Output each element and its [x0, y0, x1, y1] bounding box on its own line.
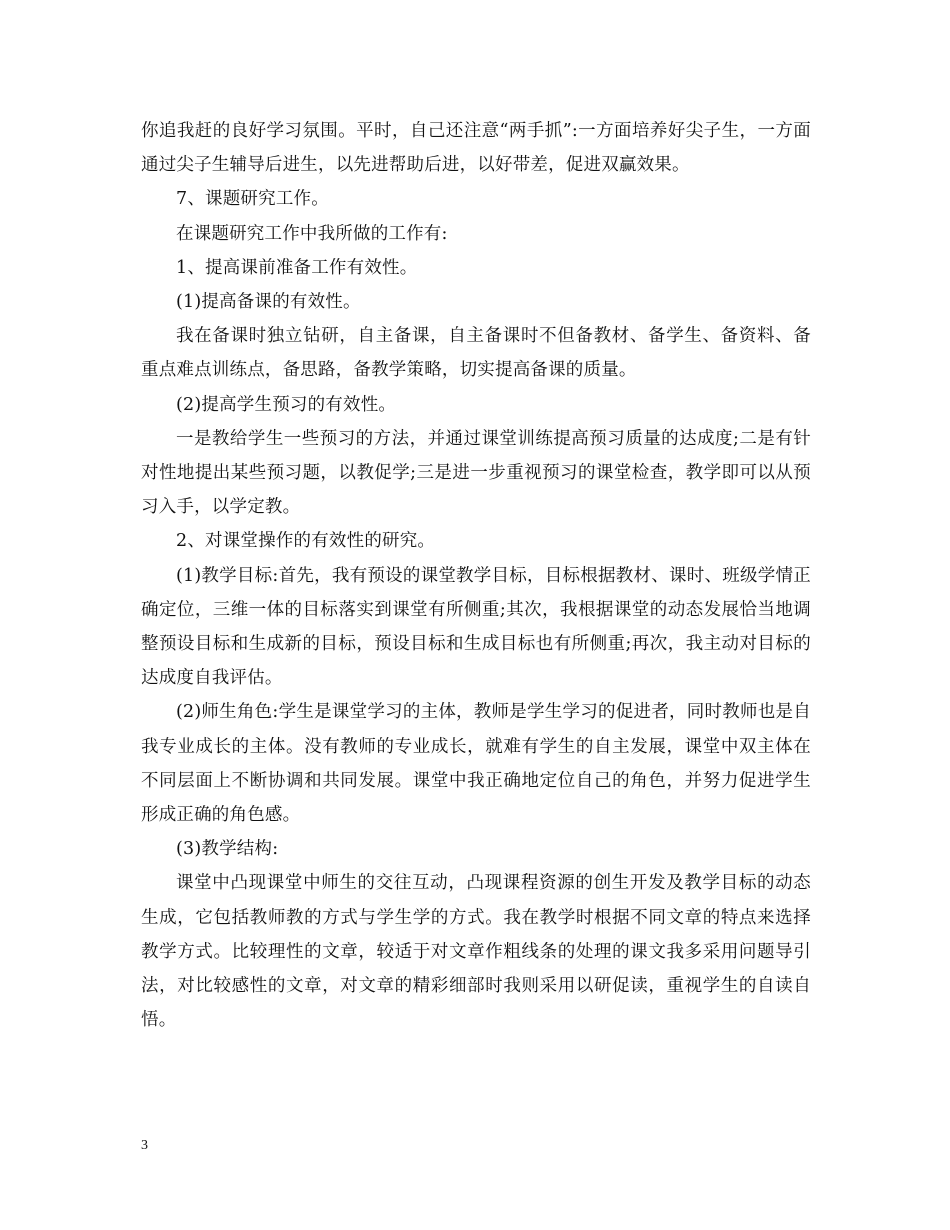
- paragraph: (3)教学结构:: [176, 839, 279, 860]
- paragraph: 1、提高课前准备工作有效性。: [176, 257, 418, 278]
- paragraph: (2)提高学生预习的有效性。: [176, 394, 397, 415]
- paragraph: 2、对课堂操作的有效性的研究。: [176, 531, 436, 552]
- paragraph: (1)教学目标:首先，我有预设的课堂教学目标，目标根据教材、课时、班级学情正确定位，三维一体的目标落实到课堂有所侧重;其次，我根据课堂的动态发展恰当地调整预设目标和生成新的目标，预设目标和生成目标也有所侧重;再次，我主动对目标的达成度自我评估。: [141, 565, 811, 689]
- paragraph: 7、课题研究工作。: [176, 189, 329, 210]
- paragraph: 一是教给学生一些预习的方法，并通过课堂训练提高预习质量的达成度;二是有针对性地提出某些预习题，以教促学;三是进一步重视预习的课堂检查，教学即可以从预习入手，以学定教。: [141, 428, 811, 518]
- paragraph: 你追我赶的良好学习氛围。平时，自己还注意“两手抓”:一方面培养好尖子生，一方面通过尖子生辅导后进生，以先进帮助后进，以好带差，促进双赢效果。: [141, 121, 811, 176]
- paragraph: (2)师生角色:学生是课堂学习的主体，教师是学生学习的促进者，同时教师也是自我专业成长的主体。没有教师的专业成长，就难有学生的自主发展，课堂中双主体在不同层面上不断协调和共同发展。课堂中我正确地定位自己的角色，并努力促进学生形成正确的角色感。: [141, 702, 811, 826]
- paragraph: (1)提高备课的有效性。: [176, 292, 361, 313]
- paragraph: 课堂中凸现课堂中师生的交往互动，凸现课程资源的创生开发及教学目标的动态生成，它包括教师教的方式与学生学的方式。我在教学时根据不同文章的特点来选择教学方式。比较理性的文章，较适于对文章作粗线条的处理的课文我多采用问题导引法，对比较感性的文章，对文章的精彩细部时我则采用以研促读，重视学生的自读自悟。: [141, 873, 811, 1031]
- document-body: [141, 114, 811, 1037]
- page-number: 3: [141, 1138, 148, 1153]
- paragraph: 在课题研究工作中我所做的工作有:: [176, 223, 448, 244]
- paragraph: 我在备课时独立钻研，自主备课，自主备课时不但备教材、备学生、备资料、备重点难点训练点，备思路，备教学策略，切实提高备课的质量。: [141, 326, 811, 381]
